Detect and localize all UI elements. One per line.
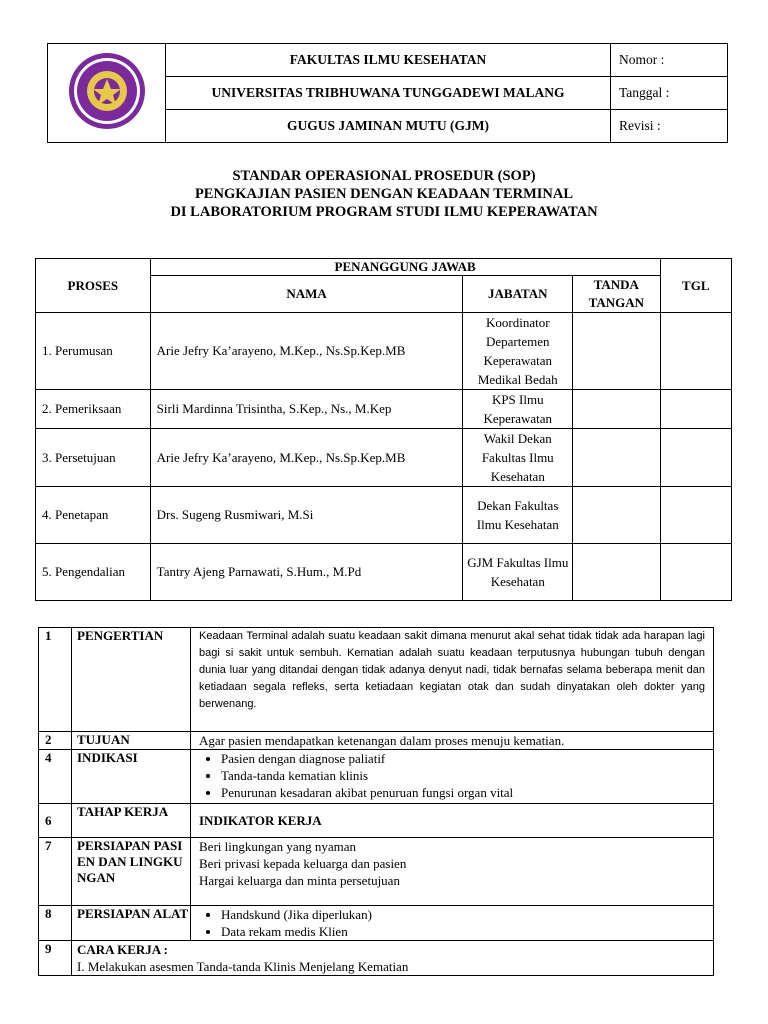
sop-row-persiapan-pasien <box>39 838 714 906</box>
table-row <box>36 313 732 390</box>
sop-row-indikasi <box>39 750 714 804</box>
row-label: TUJUAN <box>72 732 191 750</box>
table-row <box>36 487 732 544</box>
tujuan-text: Agar pasien mendapatkan ketenangan dalam proses menuju kematian. <box>191 732 714 750</box>
row-tgl <box>660 390 731 429</box>
header-proses: PROSES <box>36 259 151 313</box>
table-row <box>36 544 732 601</box>
row-number: 4 <box>39 750 72 804</box>
table-row <box>36 429 732 487</box>
row-tanda-tangan <box>573 313 661 390</box>
row-proses: 2. Pemeriksaan <box>36 390 151 429</box>
row-tgl <box>660 487 731 544</box>
row-nama: Sirli Mardinna Trisintha, S.Kep., Ns., M.Kep <box>150 390 463 429</box>
row-label: PERSIAPAN PASIEN DAN LINGKUNGAN <box>72 838 191 906</box>
list-item: Hargai keluarga dan minta persetujuan <box>199 873 400 888</box>
row-proses: 5. Pengendalian <box>36 544 151 601</box>
cara-kerja-cell <box>72 941 714 976</box>
row-number: 1 <box>39 628 72 732</box>
row-tanda-tangan <box>573 390 661 429</box>
row-tgl <box>660 429 731 487</box>
row-tgl <box>660 544 731 601</box>
title-line-1: STANDAR OPERASIONAL PROSEDUR (SOP) <box>232 168 536 184</box>
sop-row-tujuan <box>39 732 714 750</box>
responsibility-table <box>35 258 732 601</box>
row-number: 7 <box>39 838 72 906</box>
field-revisi: Revisi : <box>611 110 728 143</box>
row-label: CARA KERJA : <box>77 942 169 957</box>
list-item: • Pasien dengan diagnose paliatif <box>221 750 705 767</box>
header-penanggung-jawab: PENANGGUNG JAWAB <box>150 259 660 276</box>
row-jabatan: Dekan Fakultas Ilmu Kesehatan <box>463 487 573 544</box>
row-tanda-tangan <box>573 544 661 601</box>
header-nama: NAMA <box>150 276 463 313</box>
row-jabatan: Wakil Dekan Fakultas Ilmu Kesehatan <box>463 429 573 487</box>
header-tanda-tangan: TANDA TANGAN <box>573 276 661 313</box>
sop-row-cara-kerja <box>39 941 714 976</box>
sop-row-persiapan-alat <box>39 906 714 941</box>
cara-kerja-text: I. Melakukan asesmen Tanda-tanda Klinis Menjelang Kematian <box>77 959 409 974</box>
row-label: TAHAP KERJA <box>72 804 191 838</box>
row-nama: Drs. Sugeng Rusmiwari, M.Si <box>150 487 463 544</box>
persiapan-alat-cell <box>191 906 714 941</box>
university-logo-icon <box>65 49 149 133</box>
row-tgl <box>660 313 731 390</box>
list-item: • Handskund (Jika diperlukan) <box>221 906 705 923</box>
row-nama: Tantry Ajeng Parnawati, S.Hum., M.Pd <box>150 544 463 601</box>
row-jabatan: KPS Ilmu Keperawatan <box>463 390 573 429</box>
persiapan-alat-list <box>199 906 705 940</box>
row-tanda-tangan <box>573 429 661 487</box>
title-line-2: PENGKAJIAN PASIEN DENGAN KEADAAN TERMINAL <box>194 186 574 202</box>
header-box <box>47 43 728 143</box>
row-jabatan: GJM Fakultas Ilmu Kesehatan <box>463 544 573 601</box>
indikasi-list-cell <box>191 750 714 804</box>
row-label: INDIKASI <box>72 750 191 804</box>
list-item: • Penurunan kesadaran akibat penuruan fungsi organ vital <box>221 784 705 801</box>
row-nama: Arie Jefry Ka’arayeno, M.Kep., Ns.Sp.Kep.MB <box>150 429 463 487</box>
row-number: 8 <box>39 906 72 941</box>
row-jabatan: Koordinator Departemen Keperawatan Medikal Bedah <box>463 313 573 390</box>
row-label: PENGERTIAN <box>72 628 191 732</box>
unit-name: GUGUS JAMINAN MUTU (GJM) <box>166 110 611 143</box>
tahap-text: INDIKATOR KERJA <box>191 804 714 838</box>
logo-cell <box>48 44 166 143</box>
persiapan-pasien-cell <box>191 838 714 906</box>
row-number: 6 <box>39 804 72 838</box>
title-line-3: DI LABORATORIUM PROGRAM STUDI ILMU KEPERAWATAN <box>170 204 598 220</box>
sop-table <box>38 627 714 976</box>
document-title <box>0 167 768 221</box>
header-jabatan: JABATAN <box>463 276 573 313</box>
row-number: 2 <box>39 732 72 750</box>
row-proses: 4. Penetapan <box>36 487 151 544</box>
row-number: 9 <box>39 941 72 976</box>
row-proses: 3. Persetujuan <box>36 429 151 487</box>
field-nomor: Nomor : <box>611 44 728 77</box>
row-nama: Arie Jefry Ka’arayeno, M.Kep., Ns.Sp.Kep.MB <box>150 313 463 390</box>
row-proses: 1. Perumusan <box>36 313 151 390</box>
indikasi-list <box>199 750 705 801</box>
sop-row-tahap <box>39 804 714 838</box>
header-tgl: TGL <box>660 259 731 313</box>
list-item: • Data rekam medis Klien <box>221 923 705 940</box>
row-tanda-tangan <box>573 487 661 544</box>
faculty-name: FAKULTAS ILMU KESEHATAN <box>166 44 611 77</box>
field-tanggal: Tanggal : <box>611 77 728 110</box>
university-name: UNIVERSITAS TRIBHUWANA TUNGGADEWI MALANG <box>166 77 611 110</box>
sop-row-pengertian <box>39 628 714 732</box>
list-item: Beri lingkungan yang nyaman <box>199 839 357 854</box>
pengertian-text: Keadaan Terminal adalah suatu keadaan sakit dimana menurut akal sehat tidak tidak ada harapan lagi bagi si sakit untuk sembuh. Kematian adalah suatu keadaan terputusnya hubungan tubuh dengan dunia luar yang ditandai dengan tidak adanya denyut nadi, tidak bernafas selama beberapa menit dan ketiadaan segala refleks, serta ketiadaan kegiatan otak dan sudah dinyatakan oleh dokter yang berwenang. <box>191 628 714 732</box>
list-item: • Tanda-tanda kematian klinis <box>221 767 705 784</box>
list-item: Beri privasi kepada keluarga dan pasien <box>199 856 407 871</box>
table-row <box>36 390 732 429</box>
row-label: PERSIAPAN ALAT <box>72 906 191 941</box>
